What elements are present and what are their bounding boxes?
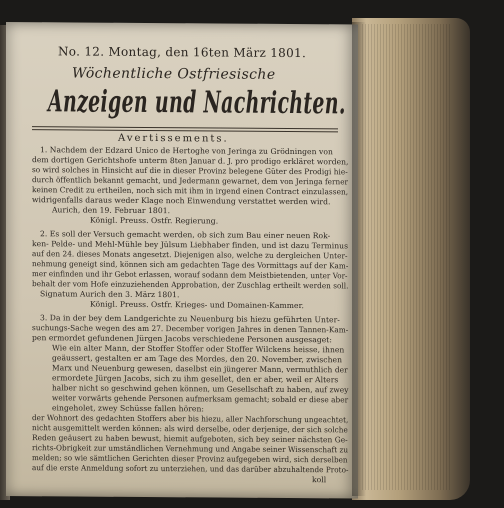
text-line: Reden geäusert zu haben bewust, hiemit aufgeboten, sich bey seiner nächsten Ge- xyxy=(32,433,348,445)
text-line: durch öffentlich bekannt gemacht, und Jedermann gewarnet, dem von Jeringa ferner xyxy=(32,175,349,187)
signature-line: Königl. Preuss. Ostfr. Krieges- und Domainen-Kammer. xyxy=(90,299,304,311)
text-line: 1. Nachdem der Edzard Unico de Hertoghe von Jeringa zu Grödningen von xyxy=(40,145,333,157)
section-title: Avertissements. xyxy=(118,132,229,145)
text-line: widrigenfalls daraus weder Klage noch Einwendung verstattet werden wird. xyxy=(32,195,331,207)
newspaper-page xyxy=(6,22,358,498)
text-line: weiter vorwärts gehende Personen aufmerksam gemacht; sobald er diese aber xyxy=(52,393,349,405)
text-line: melden; so wie sämtlichen Gerichten dieser Provinz aufgegeben wird, sich derselben xyxy=(32,453,348,465)
text-line: Wie ein alter Mann, der Stoffer Stoffer oder Stoffer Wilckens heisse, ihnen xyxy=(52,343,345,355)
text-line: koll xyxy=(312,475,327,485)
text-line: halber nicht so geschwind gehen können, um Gesellschaft zu haben, auf zwey xyxy=(52,383,349,395)
masthead-rule-thin xyxy=(32,129,338,132)
text-line: mer einfinden und ihr Gebot erlassen, worauf sodann dem Meistbietenden, unter Vor- xyxy=(32,269,348,281)
page-edge-shadow xyxy=(352,22,366,496)
text-line: nicht ausgemittelt werden können: als wird derselbe, oder derjenige, der sich solche xyxy=(32,423,348,435)
text-line: 2. Es soll der Versuch gemacht werden, ob sich zum Bau einer neuen Rok- xyxy=(40,229,331,241)
text-line: behalt der vom Hofe einzuziehenden Approbation, der Zuschlag ertheilt werden soll. xyxy=(32,279,349,291)
text-line: richts-Obrigkeit zur umständlichen Vernehmung und Angabe seiner Wissenschaft zu xyxy=(32,443,349,455)
masthead-title: Anzeigen und Nachrichten. xyxy=(48,84,346,122)
text-line: 3. Da in der bey dem Landgerichte zu Neuenburg bis hiezu geführten Unter- xyxy=(40,313,340,325)
text-line: ken- Pelde- und Mehl-Mühle bey Jülsum Liebhaber finden, und ist dazu Terminus xyxy=(32,239,349,251)
text-line: pen ermordet gefundenen Jürgen Jacobs verschiedene Personen ausgesaget: xyxy=(32,333,332,345)
book-fore-edge xyxy=(352,18,470,500)
text-line: keinen Credit zu ertheilen, noch sich mit ihm in irgend einen Contract einzulassen, xyxy=(32,185,349,197)
text-line: auf die erste Anmeldung sofort zu unterziehen, und das darüber abzuhaltende Proto- xyxy=(32,463,349,475)
text-line: Signatum Aurich den 3. März 1801. xyxy=(40,289,180,300)
text-line: nehmung geneigt sind, können sich am gedachten Tage des Vormittags auf der Kam- xyxy=(32,259,349,271)
text-line: suchungs-Sache wegen des am 27. December vorigen Jahres in denen Tannen-Kam- xyxy=(32,323,349,335)
body-text xyxy=(32,145,349,485)
signature-line: Königl. Preuss. Ostfr. Regierung. xyxy=(90,215,219,226)
text-line: Marx und Neuenburg gewesen, daselbst ein jüngerer Mann, vermuthlich der xyxy=(52,363,348,375)
text-line: eingeholet, zwey Schüsse fallen hören: xyxy=(52,403,204,414)
masthead xyxy=(6,22,358,122)
text-line: dem dortigen Gerichtshofe unterm 8ten Januar d. J. pro prodigo erkläret worden, xyxy=(32,155,349,167)
text-line: ermordete Jürgen Jacobs, sich zu ihm gesellet, den er aber, weil er Alters xyxy=(52,373,339,385)
text-line: Aurich, den 19. Februar 1801. xyxy=(52,205,171,216)
text-line: der Wohnort des gedachten Stoffers aber bis hiezu, aller Nachforschung ungeachtet, xyxy=(32,413,349,425)
text-line: so wird solches in Hinsicht auf die in dieser Provinz belegene Güter des Prodigi hie- xyxy=(32,165,348,177)
issue-line: No. 12. Montag, den 16ten März 1801. xyxy=(58,44,307,61)
text-line: geäussert, gestalten er am Tage des Mordes, den 20. November, zwischen xyxy=(52,353,343,365)
text-line: auf den 24. dieses Monats angesetzt. Diejenigen also, welche zu dergleichen Unter- xyxy=(32,249,348,261)
masthead-subtitle: Wöchentliche Ostfriesische xyxy=(72,65,276,83)
